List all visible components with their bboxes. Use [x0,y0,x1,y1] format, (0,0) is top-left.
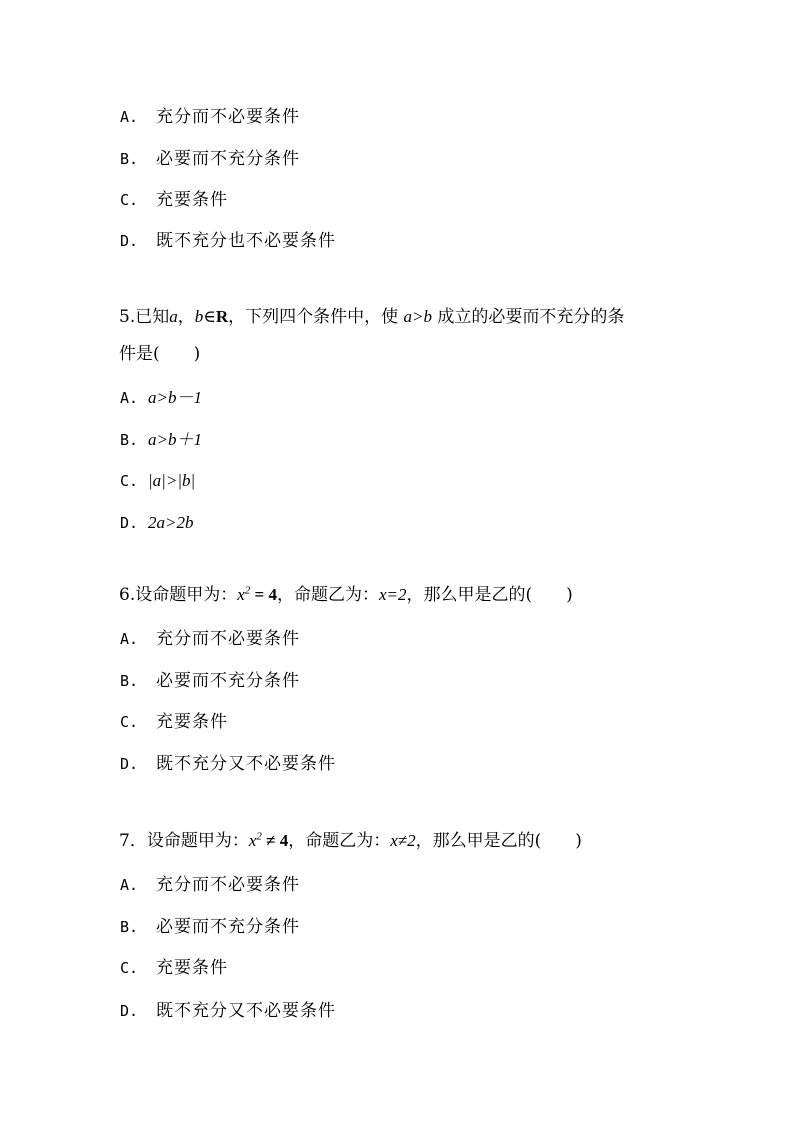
option-text: 必要而不充分条件 [156,917,300,937]
option-text: 充要条件 [156,712,228,732]
option-text: 必要而不充分条件 [156,671,300,691]
option-letter: B. [120,672,139,690]
option-letter: A. [120,630,139,648]
question-text-tail: ，那么甲是乙的( ) [415,831,582,851]
option-text: a>b＋1 [148,430,202,449]
option-text: 既不充分也不必要条件 [156,231,336,251]
question-prefix: 7．设命题甲为： [119,831,249,851]
option-letter: D. [120,514,139,532]
option-c [120,189,228,211]
expr-base: x [248,831,257,850]
option-text: 充要条件 [156,190,228,210]
option-text: 充分而不必要条件 [156,629,300,649]
option-letter: C. [120,191,139,209]
option-a [120,628,300,650]
option-letter: D. [120,755,139,773]
option-letter: A. [120,876,139,894]
option-a [120,387,202,409]
condition: a>b [403,307,432,326]
option-text: 充分而不必要条件 [156,107,300,127]
option-letter: C. [120,959,139,977]
question-text-tail: ，那么甲是乙的( ) [406,585,573,605]
question-text: ，下列四个条件中，使 [228,307,399,327]
option-letter: D. [120,232,139,250]
option-letter: A. [120,389,139,407]
question-text: ，命题乙为： [288,831,391,851]
reals-symbol: R [215,307,229,326]
option-text: |a|>|b| [148,471,196,490]
question-text: ，命题乙为： [276,585,379,605]
option-text: 充分而不必要条件 [156,875,300,895]
expr-exponent: 2 [256,830,262,843]
var-a: a [169,307,178,326]
option-a [120,874,300,896]
question-text-tail: 成立的必要而不充分的条 [437,307,625,327]
option-a [120,106,300,128]
question-6-stem [119,584,573,606]
option-c [120,470,195,492]
question-5-stem [119,306,624,328]
question-7-stem [119,830,582,852]
option-letter: B. [120,918,139,936]
option-b [120,670,300,692]
expr-rest: ≠ 4 [261,831,289,850]
option-b [120,148,300,170]
option-text: 既不充分又不必要条件 [156,754,336,774]
option-d [120,512,193,534]
option-d [120,1000,336,1022]
option-d [120,230,336,252]
question-prefix: 6.设命题甲为： [119,585,238,605]
option-letter: B. [120,431,139,449]
option-b [120,429,202,451]
option-c [120,711,228,733]
question-5-stem-line2 [119,343,200,365]
option-b [120,916,300,938]
expr-rest: = 4 [250,585,277,604]
expr-exponent: 2 [244,584,251,597]
option-text: 充要条件 [156,958,228,978]
option-letter: C. [120,713,139,731]
option-text: 必要而不充分条件 [156,149,300,169]
comma: ， [177,307,195,327]
condition: x≠2 [390,831,416,850]
option-letter: B. [120,150,139,168]
option-d [120,753,336,775]
expr-base: x [237,585,245,604]
option-letter: C. [120,472,139,490]
var-b: b [194,307,204,326]
option-letter: A. [120,108,139,126]
condition: x=2 [378,585,407,604]
question-text: 件是( ) [119,344,201,364]
option-text: a>b－1 [148,388,202,407]
option-text: 既不充分又不必要条件 [156,1001,336,1021]
element-of-symbol: ∈ [203,307,216,327]
option-c [120,957,228,979]
option-text: 2a>2b [148,513,194,532]
question-prefix: 5.已知 [119,307,170,327]
option-letter: D. [120,1002,139,1020]
